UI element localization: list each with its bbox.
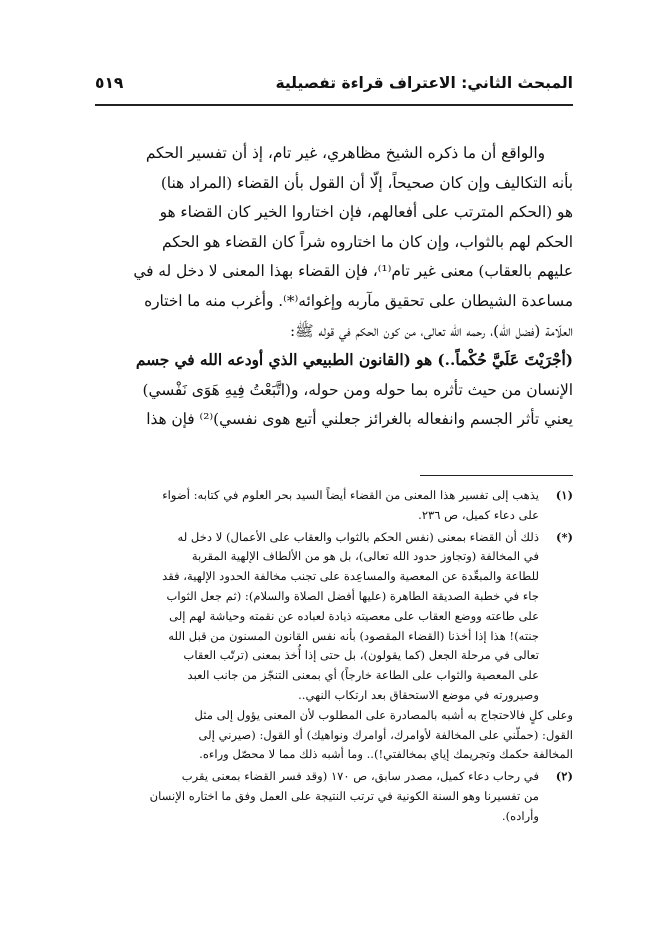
page-number: ٥١٩ (95, 74, 124, 92)
body-line: العلّامة (فضل الله)، رحمه الله تعالى، من كون الحكم في قوله ﷺ: (289, 321, 573, 340)
footnote (95, 528, 573, 766)
footnote-line: وصيرورته في موضع الاستحقاق بعد ارتكاب النهي.. (298, 687, 539, 702)
footnotes (95, 486, 573, 829)
footnote-line: للطاعة والمبعِّدة عن المعصية والمساعِدة على تجنب مخالفة الحدود الإلهية، فقد (162, 569, 539, 584)
footnote-marker: (*) (555, 529, 573, 544)
footnote-line: القول: (حملّني على المخالفة لأوامرك، أوامرك ونواهيك) أو القول: (صيرني إلى (198, 727, 573, 742)
footnote-line: من تفسيرنا وهو السنة الكونية في ترتب النتيجة على العمل وفق ما اختاره الإنسان (149, 788, 539, 803)
body-line: مساعدة الشيطان على تحقيق مآربه وإغوائه⁽*⁾. وأغرب منه ما اختاره (144, 291, 573, 310)
chapter-title: المبحث الثاني: الاعتراف قراءة تفصيلية (275, 74, 573, 92)
footnote-line: على دعاء كميل، ص ٢٣٦. (418, 507, 539, 522)
footnote-line: على المعصية والثواب على الطاعة خارجاً) أي بمعنى التنجّز من جانب العبد (187, 668, 539, 683)
footnote (95, 486, 573, 526)
footnote-line: جاء في خطبة الصديقة الطاهرة (عليها أفضل الصلاة والسلام): (ثم جعل الثواب (166, 588, 539, 603)
header-divider (95, 104, 573, 106)
footnote-marker: (٢) (555, 769, 573, 784)
footnote-line: على طاعته ووضع العقاب على معصيته ذيادة لعباده عن نقمته وحياشة لهم إلى (169, 608, 539, 623)
footnote-line: المخالفة حكمك وتجريمك إياي بمخالفتي!).. وما أشبه ذلك مما لا محصّل وراءه. (199, 747, 573, 762)
body-line: عليهم بالعقاب) معنى غير تام⁽¹⁾، فإن القضاء بهذا المعنى لا دخل له في (133, 262, 573, 281)
body-line: هو (الحكم المترتب على أفعالهم، فإن اختاروا الخير كان القضاء هو (159, 203, 573, 222)
footnote-line: ذلك أن القضاء بمعنى (نفس الحكم بالثواب والعقاب على الأعمال) لا دخل له (177, 529, 539, 544)
footnote-line: تعالى في مرحلة الجعل (كما يقولون)، بل حتى إذا أُخذ بمعنى (ترتّب العقاب (183, 648, 539, 663)
body-text (95, 139, 573, 435)
body-line: بأنه التكاليف وإن كان صحيحاً، إلّا أن القول بأن القضاء (المراد هنا) (160, 173, 573, 192)
footnote-divider (420, 475, 573, 476)
footnote (95, 767, 573, 826)
footnote-line: في المخالفة (وتجاوز حدود الله تعالى)، بل هو من الألطاف الإلهية المقربة (191, 549, 539, 564)
body-line: الحكم لهم بالثواب، وإن كان ما اختاروه شراً كان القضاء هو الحكم (162, 232, 573, 251)
footnote-line: جنته)! هذا إذا أخذنا (القضاء المقصود) بأنه نفس القانون المسنون من قبل الله (168, 628, 539, 643)
running-header (95, 72, 573, 100)
footnote-line: وعلى كلٍ فالاحتجاج به أشبه بالمصادرة على المطلوب لأن المعنى يؤول إلى مثل (194, 707, 573, 722)
footnote-line: في رحاب دعاء كميل، مصدر سابق، ص ١٧٠ (وقد فسر القضاء بمعنى يقرب (181, 769, 539, 784)
body-line: الإنسان من حيث تأثره بما حوله ومن حوله، و(اتَّبَعْتُ فِيهِ هَوَى نَفْسي) (142, 380, 573, 399)
footnote-marker: (١) (555, 488, 573, 502)
body-line: يعني تأثر الجسم وانفعاله بالغرائز جعلني أتبع هوى نفسي)⁽²⁾ فإن هذا (146, 410, 573, 429)
footnote-line: وأراده). (501, 808, 539, 823)
body-line: والواقع أن ما ذكره الشيخ مظاهري، غير تام، إذ أن تفسير الحكم (145, 144, 545, 162)
body-line: (أجْرَيْتَ عَلَيَّ حُكْماً..) هو (القانون الطبيعي الذي أودعه الله في جسم (135, 351, 573, 370)
footnote-line: يذهب إلى تفسير هذا المعنى من القضاء أيضاً السيد بحر العلوم في كتابه: أضواء (162, 488, 539, 502)
